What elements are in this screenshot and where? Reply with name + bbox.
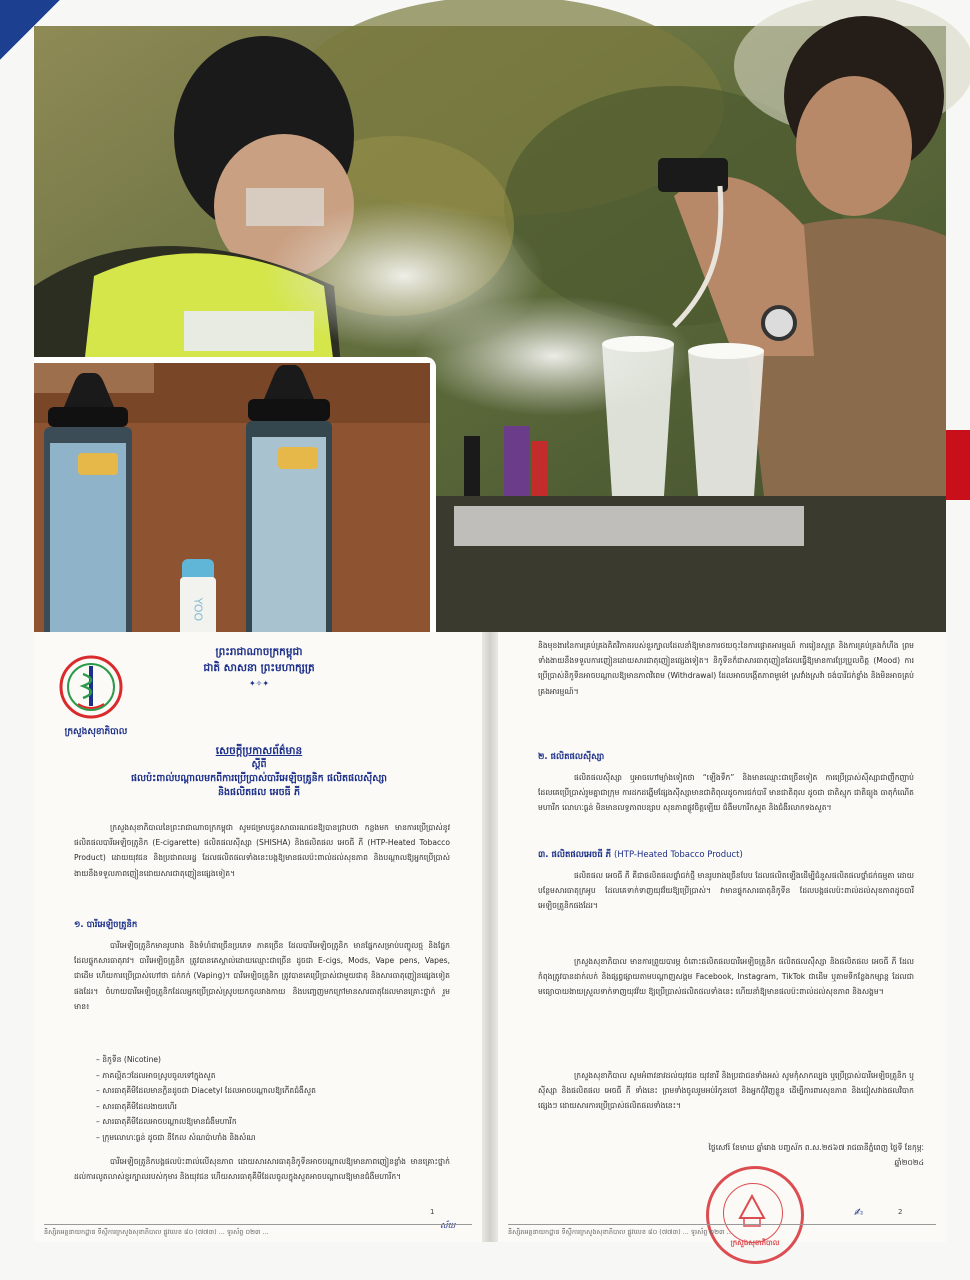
page-1-number: 1 <box>430 1208 435 1216</box>
page-2-number: 2 <box>898 1208 903 1216</box>
header-ornament: ✦✧✦ <box>248 679 270 688</box>
national-motto: ជាតិ សាសនា ព្រះមហាក្សត្រ <box>203 662 315 674</box>
section-2-text: ផលិតផលស៊ីស្សា ឬអាចហៅម្យ៉ាងទៀតថា “ឡើងទឹក” និងមានឈ្មោះជាច្រើនទៀត ការប្រើប្រាស់ស៊ីស្សាជាញឹកញាប់ ដែលគេប្រើប្រាស់រួមគ្នាជាក្រុម ការដកដង្ហើមផ្សែងស៊ីស្សាមានជាតិពុលដូចការជក់បារី មានជាតិពុល ដូចជា ជាតិស្មុក ជាតិធ្យូង ធាតុកំណើតមហារីក លោហៈធ្ងន់ មិនមានលទ្ធភាពបន្សាប សុខភាពផ្លូវចិត្តឡើយ ជំងឺមហារីកសួត និងជំងឺរលាកទងសួត។ <box>538 773 914 813</box>
ministry-logo-emblem <box>58 654 124 720</box>
section-3-heading <box>538 850 743 862</box>
list-item: – ភាគល្អិតៗដែលអាចស្រូបចូលទៅក្នុងសួត <box>96 1068 426 1084</box>
press-release-title-block <box>74 744 444 800</box>
concern-paragraph: ក្រសួងសុខាភិបាល មានការព្រួយបារម្ភ ចំពោះផលិតផលបារីអេឡិចត្រូនិក ផលិតផលស៊ីស្សា និងផលិតផល អេចធី ភី ដែលកំពុងត្រូវបានដាក់លក់ និងផ្សព្វផ្សាយតាមបណ្តាញសង្គម Facebook, Instagram, TikTok ជាដើម ឬតាមទីកន្លែងកម្សាន្ត ដែលជាមធ្យោបាយងាយស្រួលទាក់ទាញយុវវ័យ ឱ្យប្រើប្រាស់ផលិតផលទាំងនេះ ហើយនាំឱ្យមានផលប៉ះពាល់ដល់សុខភាព និងសង្គម។ <box>538 957 914 997</box>
list-item: – សារធាតុគីមីដែលមានក្លិនដូចជា Diacetyl ដែលអាចបណ្តាលឱ្យកើតជំងឺសួត <box>96 1083 426 1099</box>
press-release-subject-1: ផលប៉ះពាល់បណ្តាលមកពីការប្រើប្រាស់បារីអេឡិចត្រូនិក ផលិតផលស៊ីស្សា <box>131 773 387 784</box>
press-release-about: ស្តីពី <box>251 759 267 770</box>
list-item: – សារធាតុគីមីដែលអាចបណ្តាលឱ្យមានជំងឺមហារីក <box>96 1114 426 1130</box>
section-1-text: បារីអេឡិចត្រូនិកមានរូបរាង និងទំហំជាច្រើនប្រភេទ ភាគច្រើន ដែលបារីអេឡិចត្រូនិក មានផ្នែកសម្រាប់បញ្ចូលថ្ម និងផ្នែកដែលផ្ទុកសារធាតុរាវ។ បារីអេឡិចត្រូនិក ត្រូវបានគេស្គាល់ដោយឈ្មោះជាច្រើន ដូចជា E-cigs, Mods, Vape pens, Vapes, ជាដើម ហើយការប្រើប្រាស់ហៅថា ជក់កក់ (Vaping)។ បារីអេឡិចត្រូនិក ត្រូវបានគេប្រើប្រាស់ជាមួយជាតុ និងសារធាតុញៀនផ្សេងទៀតផងដែរ។ ចំហាយបារីអេឡិចត្រូនិកដែលអ្នកប្រើប្រាស់ស្រូបយកចូលរាងកាយ និងបញ្ចេញមកក្រៅមានសារធាតុដែលមានគ្រោះថ្នាក់ រួមមាន៖ <box>74 941 450 1011</box>
vape-products-inset <box>34 357 436 639</box>
page-1-footer: និស្សិតអគ្គនាយកដ្ឋាន ទីស្តីការក្រសួងសុខាភិបាល ផ្លូវលេខ ៨០ (៧៧៣) ... ទូរស័ព្ទ ០២៣ ... <box>44 1224 472 1238</box>
vape-bottles-illustration <box>34 363 430 639</box>
issue-date: ថ្ងៃសៅរ៍ ខែមាឃ ឆ្នាំរោង បញ្ចស័ក ព.ស.២៥៦៧ រាជធានីភ្នំពេញ ថ្ងៃទី ខែកុម្ភៈ ឆ្នាំ២០២៤ <box>708 1143 924 1167</box>
kingdom-header <box>184 644 334 692</box>
press-release-subject-2: និងផលិតផល អេចធី ភី <box>218 787 300 798</box>
list-item: – សារធាតុគីមីដែលងាយហើរ <box>96 1099 426 1115</box>
press-release-page-1 <box>34 632 482 1242</box>
side-tab-decoration <box>942 430 970 500</box>
press-release-page-2 <box>498 632 946 1247</box>
section-3-heading-km: ៣. ផលិតផលអេចធី ភី <box>538 850 612 860</box>
section-1-heading: ១. បារីអេឡិចត្រូនិក <box>74 920 138 930</box>
stamp-text: ក្រសួងសុខាភិបាល <box>730 1239 780 1247</box>
page-1-initials: ស័យ <box>440 1221 456 1230</box>
list-item: – ក្រុមលោហៈធ្ងន់ ដូចជា នីកែល សំណប៉ាហាំង និងសំណ <box>96 1130 426 1146</box>
page-2-footer: និស្សិតអគ្គនាយកដ្ឋាន ទីស្តីការក្រសួងសុខាភិបាល ផ្លូវលេខ ៨០ (៧៧៣) ... ទូរស័ព្ទ ០២៣ ... <box>508 1224 936 1238</box>
section-3-text: ផលិតផល អេចធី ភី គឺជាផលិតផលថ្នាំជក់ថ្មី មានរូបរាងច្រើនបែប ដែលផលិតឡើងដើម្បីជំនួសផលិតផលថ្នាំជក់ធម្មតា ដោយបន្ថែមសារធាតុក្រអូប ដែលគេទាក់ទាញយុវវ័យឱ្យប្រើប្រាស់។ វាមានផ្ទុកសារធាតុនិកូទីន ដែលបង្កផលប៉ះពាល់ដល់សុខភាពដូចបារីអេឡិចត្រូនិកផងដែរ។ <box>538 871 914 911</box>
ministry-name: ក្រសួងសុខាភិបាល <box>64 727 128 737</box>
vape-pod-label: YOO <box>191 597 205 622</box>
press-release-title: សេចក្តីប្រកាសព័ត៌មាន <box>215 745 303 757</box>
list-item: – និកូទីន (Nicotine) <box>96 1052 426 1068</box>
harmful-substances-list <box>96 1052 426 1146</box>
kingdom-title: ព្រះរាជាណាចក្រកម្ពុជា <box>215 646 303 658</box>
section-2-heading: ២. ផលិតផលស៊ីស្សា <box>538 752 605 762</box>
appeal-paragraph: ក្រសួងសុខាភិបាល សូមអំពាវនាវដល់យុវជន យុវនារី និងប្រជាជនទាំងអស់ សូមកុំសាកល្បង ឬប្រើប្រាស់បារីអេឡិចត្រូនិក ឬ ស៊ីស្សា និងផលិតផល អេចធី ភី ទាំងនេះ ព្រមទាំងចូលរួមអប់រំកូនចៅ និងអ្នកជុំវិញខ្លួន ដើម្បីការពារសុខភាព និងជៀសវាងផលវិបាកផ្សេងៗ ដោយសារការប្រើប្រាស់ផលិតផលទាំងនេះ។ <box>538 1071 914 1111</box>
stamp-emblem-icon <box>706 1166 798 1258</box>
official-stamp <box>706 1166 804 1264</box>
section-1-closing: បារីអេឡិចត្រូនិកបង្កផលប៉ះពាល់លើសុខភាព ដោយសារសារធាតុនិកូទីនអាចបណ្តាលឱ្យមានភាពញៀនខ្លាំង មានគ្រោះថ្នាក់ដល់ការលូតលាស់ខួរក្បាលរបស់កុមារ និងយុវជន ហើយសារធាតុគីមីដែលចូលក្នុងសួតអាចបណ្តាលឱ្យមានជំងឺមហារីក។ <box>74 1157 450 1182</box>
continuation-paragraph: និងមុខងារនៃការគ្រប់គ្រងគិតវិភាគរបស់ខួរក្បាលដែលនាំឱ្យមានការថយចុះនៃការផ្តោតអារម្មណ៍ ការរៀនសូត្រ និងការគ្រប់គ្រងកំហឹង ព្រមទាំងងាយនឹងទទួលការញៀនដោយសារជាតុញៀនផ្សេងទៀត។ និកូទីនក៏ជាសារធាតុញៀនដែលធ្វើឱ្យមានការប្រែប្រួលចិត្ត (Mood) ការប្រើប្រាស់និកូទីនអាចបណ្តាលឱ្យមានភាពវិពេម (Withdrawal) ដែលអាចបង្កើតភាពមួម៉ៅ ស្រវាំងស្រវ៉ា ចង់បារីជក់ខ្លាំង និងមិនអាចគ្រប់គ្រងអារម្មណ៍។ <box>538 641 914 696</box>
intro-paragraph: ក្រសួងសុខាភិបាលនៃព្រះរាជាណាចក្រកម្ពុជា សូមជម្រាបជូនសាធារណជនឱ្យបានជ្រាបថា កន្លងមក មានការប្រើប្រាស់នូវផលិតផលបារីអេឡិចត្រូនិក (E-cigarette) ផលិតផលស៊ីស្សា (SHISHA) និងផលិតផល អេចធី ភី (HTP-Heated Tobacco Product) ដោយយុវជន និងប្រជាពលរដ្ឋ ដែលផលិតផលទាំងនេះបង្កឱ្យមានផលប៉ះពាល់ដល់សុខភាព និងបណ្តាលឱ្យអ្នកប្រើប្រាស់ងាយនឹងទទួលភាពញៀនដោយសារជាតុញៀនផ្សេងទៀត។ <box>74 823 450 878</box>
section-3-heading-en: (HTP-Heated Tobacco Product) <box>614 850 743 860</box>
signature-mark: ✍ <box>854 1206 864 1219</box>
page-gutter <box>482 632 498 1242</box>
